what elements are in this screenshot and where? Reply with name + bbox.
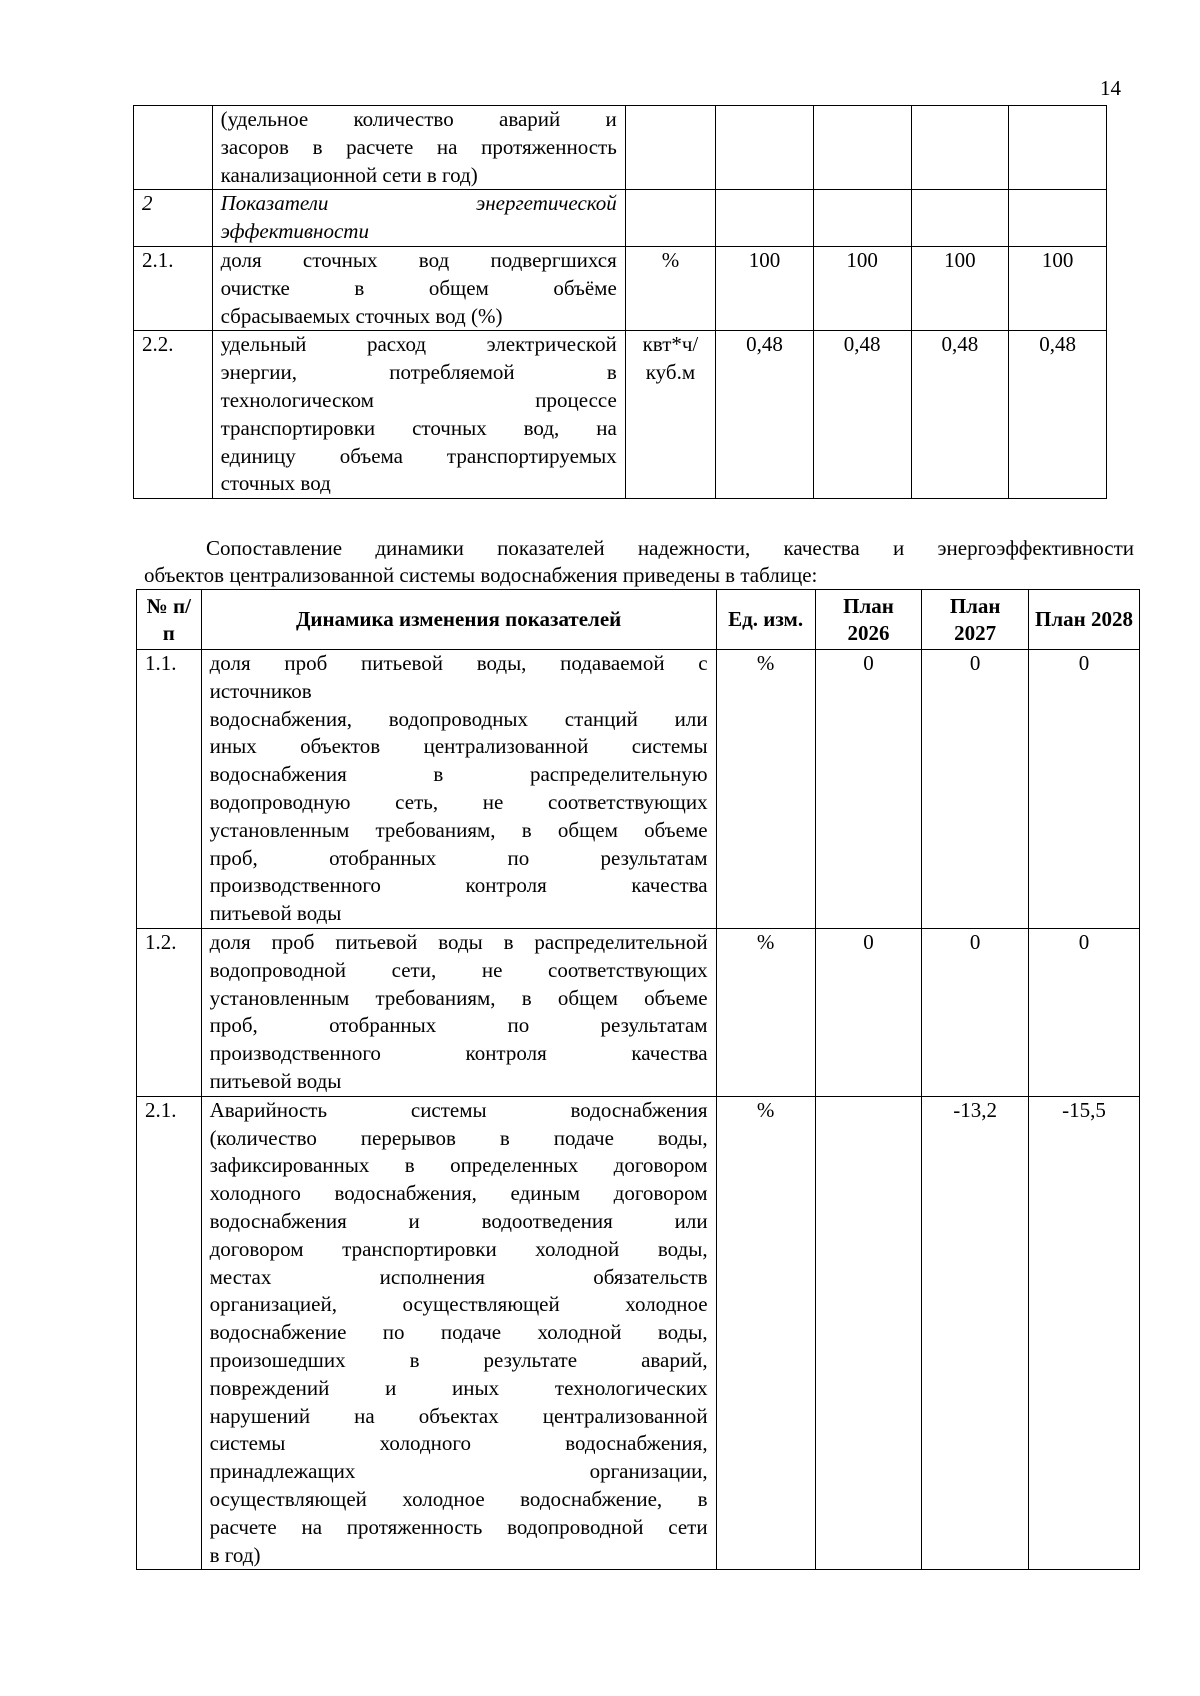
description-line: договором транспортировки холодной воды, — [209, 1236, 708, 1261]
row-value — [813, 106, 911, 190]
description-line: (удельное количество аварий и — [220, 107, 617, 131]
description-line: расчете на протяженность водопроводной сети — [209, 1514, 708, 1539]
description-line: производственного контроля качества — [209, 1041, 708, 1066]
row-value: 0 — [922, 650, 1029, 929]
dynamics-table — [136, 589, 1140, 1570]
row-value: 100 — [1009, 246, 1107, 330]
row-value: 100 — [911, 246, 1009, 330]
description-line: организацией, осуществляющей холодное — [209, 1292, 708, 1317]
row-number — [134, 106, 213, 190]
intro-line-1: Сопоставление динамики показателей надежности, качества и энергоэффективности — [206, 536, 1134, 560]
dynamics-header-row — [137, 590, 1140, 650]
description-line: сточных вод — [220, 471, 331, 496]
row-value — [716, 106, 814, 190]
description-line: водоснабжения, водопроводных станций или — [209, 706, 708, 731]
description-line: осуществляющей холодное водоснабжение, в — [209, 1486, 708, 1511]
table2-row — [137, 650, 1140, 929]
header-plan-2027: План 2027 — [922, 590, 1029, 650]
description-line: установленным требованиям, в общем объеме — [209, 817, 708, 842]
row-description — [212, 190, 625, 247]
description-line: проб, отобранных по результатам — [209, 1013, 708, 1038]
row-description — [201, 650, 716, 929]
description-line: доля проб питьевой воды, подаваемой с — [209, 651, 708, 675]
description-line: произошедших в результате аварий, — [209, 1347, 708, 1372]
intro-paragraph — [144, 535, 1134, 589]
description-line: производственного контроля качества — [209, 873, 708, 898]
description-line: принадлежащих организации, — [209, 1459, 708, 1484]
description-line: повреждений и иных технологических — [209, 1375, 708, 1400]
row-number: 1.2. — [137, 928, 202, 1096]
description-line: питьевой воды — [209, 901, 342, 926]
table2-row — [137, 928, 1140, 1096]
row-unit — [625, 106, 715, 190]
indicators-table-continued — [133, 105, 1107, 499]
row-unit: % — [716, 650, 815, 929]
row-value: 0,48 — [813, 331, 911, 499]
row-value: 0,48 — [1009, 331, 1107, 499]
description-line: технологическом процессе — [220, 387, 617, 412]
description-line: эффективности — [220, 219, 369, 244]
description-line: местах исполнения обязательств — [209, 1264, 708, 1289]
description-line: проб, отобранных по результатам — [209, 845, 708, 870]
row-description — [212, 246, 625, 330]
row-value — [716, 190, 814, 247]
row-description — [212, 106, 625, 190]
description-line: водопроводную сеть, не соответствующих — [209, 789, 708, 814]
description-line: сбрасываемых сточных вод (%) — [220, 303, 503, 328]
description-line: очистке в общем объёме — [220, 275, 617, 300]
row-value: 100 — [813, 246, 911, 330]
description-line: доля проб питьевой воды в распределительной — [209, 929, 708, 954]
row-value: 0 — [1029, 650, 1140, 929]
table1-row — [134, 331, 1107, 499]
row-value: 0,48 — [911, 331, 1009, 499]
description-line: в год) — [209, 1542, 261, 1567]
description-line: источников — [209, 678, 312, 703]
row-unit: квт*ч/ куб.м — [625, 331, 715, 499]
description-line: системы холодного водоснабжения, — [209, 1431, 708, 1456]
description-line: канализационной сети в год) — [220, 162, 478, 187]
description-line: водопроводной сети, не соответствующих — [209, 957, 708, 982]
description-line: зафиксированных в определенных договором — [209, 1153, 708, 1178]
header-plan-2028: План 2028 — [1029, 590, 1140, 650]
description-line: удельный расход электрической — [220, 332, 617, 357]
row-value: -15,5 — [1029, 1096, 1140, 1570]
row-value: -13,2 — [922, 1096, 1029, 1570]
description-line: энергии, потребляемой в — [220, 360, 617, 385]
row-number: 2.1. — [134, 246, 213, 330]
description-line: водоснабжение по подаче холодной воды, — [209, 1320, 708, 1345]
row-unit — [625, 190, 715, 247]
row-unit: % — [716, 1096, 815, 1570]
description-line: установленным требованиям, в общем объеме — [209, 985, 708, 1010]
table1-row — [134, 106, 1107, 190]
page-number: 14 — [1100, 76, 1121, 100]
row-value: 100 — [716, 246, 814, 330]
description-line: иных объектов централизованной системы — [209, 734, 708, 759]
row-unit: % — [716, 928, 815, 1096]
intro-line-2: объектов централизованной системы водоснабжения приведены в таблице: — [144, 563, 818, 587]
description-line: водоснабжения в распределительную — [209, 762, 708, 787]
description-line: нарушений на объектах централизованной — [209, 1403, 708, 1428]
row-value — [1009, 106, 1107, 190]
header-unit: Ед. изм. — [716, 590, 815, 650]
description-line: засоров в расчете на протяженность — [220, 134, 617, 159]
description-line: доля сточных вод подвергшихся — [220, 247, 617, 272]
row-value: 0,48 — [716, 331, 814, 499]
row-value: 0 — [815, 928, 922, 1096]
header-plan-2026: План 2026 — [815, 590, 922, 650]
row-number: 2.2. — [134, 331, 213, 499]
table1-row — [134, 190, 1107, 247]
row-value — [911, 106, 1009, 190]
header-num: № п/п — [137, 590, 202, 650]
description-line: Показатели энергетической — [220, 191, 617, 216]
description-line: (количество перерывов в подаче воды, — [209, 1125, 708, 1150]
row-unit: % — [625, 246, 715, 330]
row-description — [201, 928, 716, 1096]
row-value — [911, 190, 1009, 247]
row-value: 0 — [815, 650, 922, 929]
description-line: водоснабжения и водоотведения или — [209, 1208, 708, 1233]
row-value — [813, 190, 911, 247]
row-number: 2 — [134, 190, 213, 247]
row-value — [1009, 190, 1107, 247]
row-description — [212, 331, 625, 499]
table1-row — [134, 246, 1107, 330]
table2-row — [137, 1096, 1140, 1570]
description-line: холодного водоснабжения, единым договором — [209, 1181, 708, 1206]
description-line: единицу объема транспортируемых — [220, 443, 617, 468]
description-line: питьевой воды — [209, 1068, 342, 1093]
header-title: Динамика изменения показателей — [201, 590, 716, 650]
row-number: 1.1. — [137, 650, 202, 929]
description-line: Аварийность системы водоснабжения — [209, 1097, 708, 1122]
row-description — [201, 1096, 716, 1570]
description-line: транспортировки сточных вод, на — [220, 415, 617, 440]
row-value: 0 — [922, 928, 1029, 1096]
row-value — [815, 1096, 922, 1570]
row-number: 2.1. — [137, 1096, 202, 1570]
row-value: 0 — [1029, 928, 1140, 1096]
